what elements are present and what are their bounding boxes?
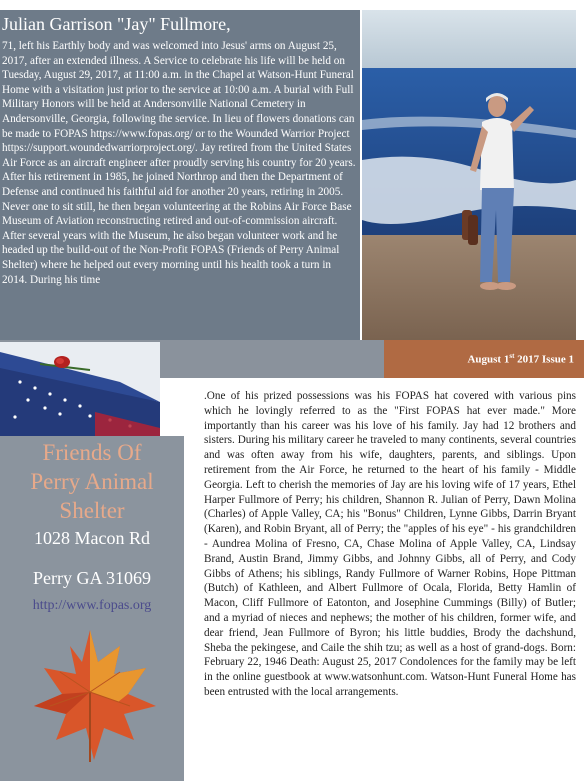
organization-street: 1028 Macon Rd bbox=[34, 528, 150, 548]
beach-photo bbox=[362, 10, 576, 340]
flag-rose-icon bbox=[0, 342, 160, 437]
obituary-title: Julian Garrison "Jay" Fullmore, bbox=[2, 14, 231, 34]
organization-city: Perry GA 31069 bbox=[33, 568, 151, 588]
organization-website-link[interactable]: http://www.fopas.org bbox=[32, 598, 152, 613]
issue-date: August 1st 2017 Issue 1 bbox=[467, 352, 574, 366]
autumn-leaves-image bbox=[20, 622, 160, 772]
maple-leaf-icon bbox=[20, 622, 160, 772]
issue-banner bbox=[384, 340, 584, 378]
folded-flag-image bbox=[0, 342, 160, 437]
obituary-continuation-text: .One of his prized possessions was his FOPAS hat covered with various pins which he lovingly referred to as the "First FOPAS hat ever made." More importantly than his career was his love of his family. Jay had 12 brothers and sisters. During his military career he traveled to many continents, several countries and was often away from his wife, daughters, parents, and siblings. Upon retirement from the Air Force, he returned to the heart of his family - Middle Georgia. Left to cherish the memories of Jay are his loving wife of 17 years, Ethel Harper Fullmore of Perry; his children, Shannon R. Julian of Perry, Dawn Molina (Charles) of Apple Valley, CA; his "Bonus" Children, Lynne Gibbs, Darrin Bryant (Karen), and Robin Bryant, all of Perry; the "apples of his eye" - his grandchildren - Aundrea Molina of Fresno, CA, Chase Molina of Apple Valley, CA, Lindsay Brand, Austin Brand, Jimmy Gibbs, and Johnny Gibbs, all of Perry, and Cody Gibbs of Athens; his siblings, Randy Fullmore of Warner Robins, Hope Pittman (Butch) of Kathleen, and Albert Fullmore of Ocala, Florida, Betty Hamlin of Macon, Cliff Fullmore of Eatonton, and Josephine Cummings (Billy) of Butler; and a myriad of nieces and nephews; the mother of his children, former wife, and dear friend, Jean Fullmore of Byron; his little buddies, Brody the dachshund, Sheba the pekingese, and Caile the shih tzu; as well as a host of grand-dogs. Born: February 22, 1946 Death: August 25, 2017 Condolences for the family may be left in the online guestbook at www.watsonhunt.com. Watson-Hunt Funeral Home has been entrusted with the local arrangements. bbox=[204, 390, 576, 698]
organization-name: Friends Of Perry Animal Shelter bbox=[30, 440, 154, 523]
man-at-beach-image bbox=[362, 10, 576, 340]
obituary-intro-text: 71, left his Earthly body and was welcomed into Jesus' arms on August 25, 2017, after an extended illness. A Service to celebrate his life will be held on Tuesday, August 29, 2017, at 11:00 a.m. in the Chapel at Watson-Hunt Funeral Home with a visitation just prior to the service at 10:00 a.m. A burial with Full Military Honors will be held at Andersonville National Cemetery in Andersonville, Georgia, following the service. In lieu of flowers donations can be made to FOPAS https://www.fopas.org/ or to the Wounded Warrior Project https://support.woundedwarriorproject.org/. Jay retired from the United States Air Force as an aircraft engineer after proudly serving his country for 20 years. After his retirement in 1985, he joined Northrop and then the Department of Defense and continued his faithful aid for another 20 years, retiring in 2005. Never one to sit still, he then began volunteering at the Robins Air Force Base Museum of Aviation reconstructing retired and out-of-commission aircraft. After several years with the Museum, he also began volunteer work and he headed up the build-out of the Non-Profit FOPAS (Friends of Perry Animal Shelter) where he helped out every morning until his health took a turn in 2014. During his time bbox=[2, 40, 356, 286]
